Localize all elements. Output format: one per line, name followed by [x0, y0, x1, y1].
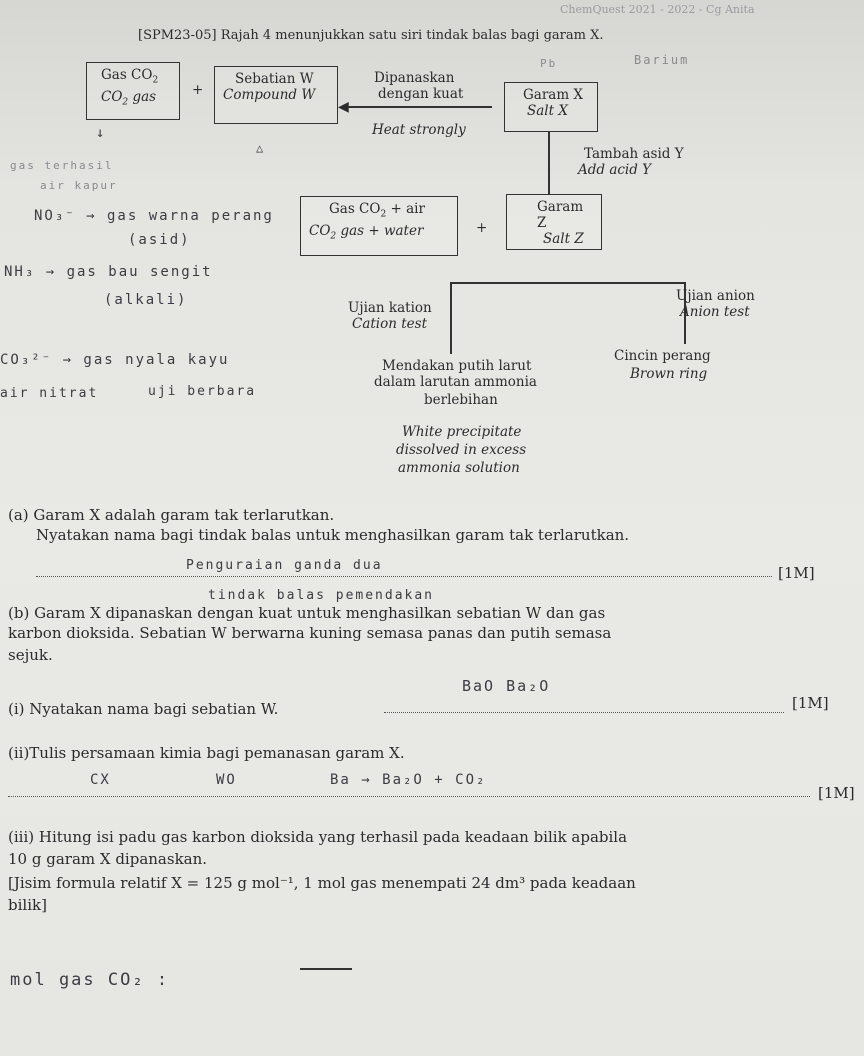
heat-arrow — [346, 106, 492, 108]
question-biii-line1: (iii) Hitung isi padu gas karbon dioksida yang terhasil pada keadaan bilik apabila — [8, 828, 628, 846]
anion-label-1: Ujian anion — [676, 288, 755, 304]
cation-arrow — [450, 282, 452, 354]
note-gas-terhasil: gas terhasil — [10, 159, 114, 172]
mark-a: [1M] — [778, 564, 815, 582]
plus-sign-2: + — [476, 220, 488, 236]
answer-biii: mol gas CO₂ : — [10, 970, 170, 990]
note-arrow-down: ↓ — [96, 125, 107, 141]
cation-result-3: berlebihan — [424, 392, 498, 408]
note-uji-berbara: uji berbara — [148, 384, 257, 399]
cation-label-2: Cation test — [352, 316, 428, 332]
note-asid: (asid) — [128, 232, 191, 248]
question-bii: (ii)Tulis persamaan kimia bagi pemanasan garam X. — [8, 744, 405, 762]
anion-label-2: Anion test — [680, 304, 750, 320]
question-bi: (i) Nyatakan nama bagi sebatian W. — [8, 700, 279, 718]
cation-result-5: dissolved in excess — [396, 442, 527, 458]
cation-result-1: Mendakan putih larut — [382, 358, 532, 374]
answer-blank-line — [300, 968, 352, 970]
cation-result-2: dalam larutan ammonia — [374, 374, 537, 390]
note-barium: Barium — [634, 53, 690, 67]
answer-bii-3: Ba → Ba₂O + CO₂ — [330, 772, 487, 788]
anion-result-1: Cincin perang — [614, 348, 711, 364]
question-a-line2: Nyatakan nama bagi tindak balas untuk menghasilkan garam tak terlarutkan. — [36, 526, 630, 544]
anion-result-2: Brown ring — [630, 366, 708, 382]
answer-line-a — [36, 576, 772, 577]
add-acid-label-2: Add acid Y — [578, 162, 652, 178]
note-nh3: NH₃ → gas bau sengit — [4, 264, 213, 280]
mark-bi: [1M] — [792, 694, 829, 712]
question-b-line2: karbon dioksida. Sebatian W berwarna kuning semasa panas dan putih semasa — [8, 624, 612, 642]
note-air-kapur: air kapur — [40, 179, 118, 192]
cation-result-6: ammonia solution — [398, 460, 520, 476]
answer-line-bii — [8, 796, 810, 797]
salt-z-box: Garam Z Salt Z — [506, 194, 602, 250]
heat-label-3: Heat strongly — [372, 122, 466, 138]
header-top-text: ChemQuest 2021 - 2022 - Cg Anita — [560, 3, 755, 16]
gas-water-box: Gas $CO_2$ + air $CO_2$ gas + water — [300, 196, 458, 256]
answer-bii-2: WO — [216, 772, 237, 788]
question-a-line1: (a) Garam X adalah garam tak terlarutkan. — [8, 506, 335, 524]
add-acid-label-1: Tambah asid Y — [584, 146, 684, 162]
question-b-line3: sejuk. — [8, 646, 53, 664]
plus-sign-1: + — [192, 82, 204, 98]
note-co3: CO₃²⁻ → gas nyala kayu — [0, 352, 230, 368]
note-alkali: (alkali) — [104, 292, 188, 308]
question-title: [SPM23-05] Rajah 4 menunjukkan satu siri tindak balas bagi garam X. — [138, 28, 604, 43]
note-triangle: △ — [256, 141, 266, 155]
compound-w-box: Sebatian W Compound W — [214, 66, 338, 124]
heat-label-2: dengan kuat — [378, 86, 464, 102]
answer-bi: BaO Ba₂O — [462, 677, 551, 695]
note-no3: NO₃⁻ → gas warna perang — [34, 208, 274, 224]
note-air-nitrat: air nitrat — [0, 386, 99, 401]
answer-line-bi — [384, 712, 784, 713]
question-biii-line3: [Jisim formula relatif X = 125 g mol⁻¹, 1 mol gas menempati 24 dm³ pada keadaan — [8, 874, 636, 892]
question-b-line1: (b) Garam X dipanaskan dengan kuat untuk menghasilkan sebatian W dan gas — [8, 604, 606, 622]
heat-label-1: Dipanaskan — [374, 70, 455, 86]
answer-a-1: Penguraian ganda dua — [186, 558, 383, 573]
answer-bii-1: CX — [90, 772, 111, 788]
mark-bii: [1M] — [818, 784, 855, 802]
cation-label-1: Ujian kation — [348, 300, 432, 316]
salt-x-box: Garam X Salt X — [504, 82, 598, 132]
cation-result-4: White precipitate — [402, 424, 522, 440]
question-biii-line4: bilik] — [8, 896, 47, 914]
gas-co2-box: Gas $CO_2$ $CO_2$ gas — [86, 62, 180, 120]
branch-line — [450, 282, 686, 284]
heat-arrowhead: ◀ — [338, 99, 349, 115]
answer-a-2: tindak balas pemendakan — [208, 588, 435, 603]
question-biii-line2: 10 g garam X dipanaskan. — [8, 850, 208, 868]
note-pb: Pb — [540, 57, 558, 70]
acid-arrow — [548, 132, 550, 194]
